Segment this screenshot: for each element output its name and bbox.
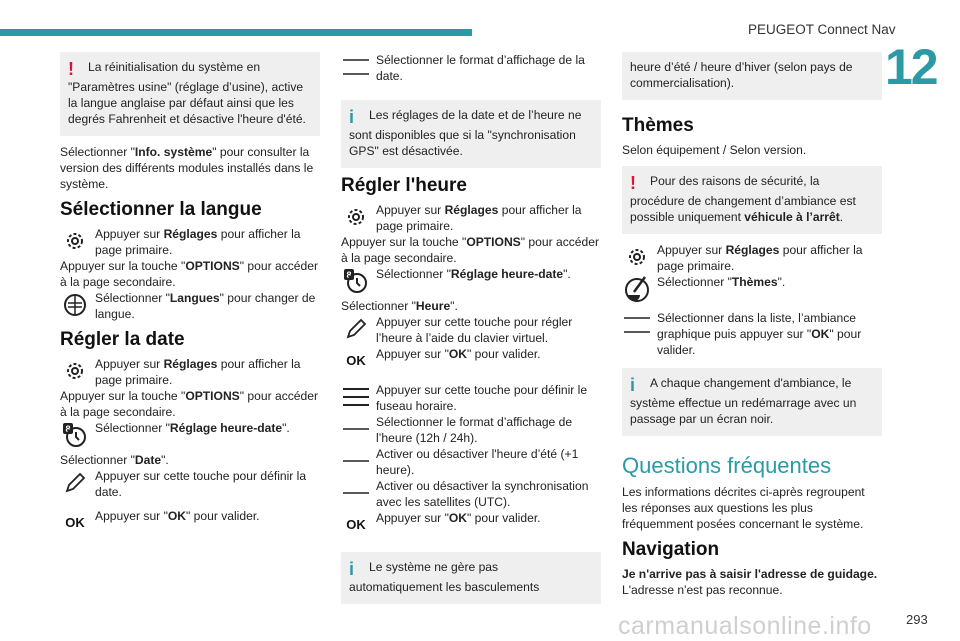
format-list-icon — [622, 310, 652, 340]
nav-question: Je n'arrive pas à saisir l'adresse de guidage. — [622, 567, 878, 581]
svg-text:8: 8 — [65, 424, 71, 434]
info-box: i Le système ne gère pas automatiquement les basculements — [341, 552, 601, 604]
info-box: i A chaque changement d'ambiance, le système effectue un redémarrage avec un passage par un écran noir. — [622, 368, 882, 436]
watermark: carmanualsonline.info — [618, 612, 872, 640]
step-options: Appuyer sur la touche "OPTIONS" pour accéder à la page secondaire. — [60, 259, 318, 289]
gear-icon — [341, 202, 371, 232]
step: Appuyer sur Réglages pour afficher la page primaire. — [60, 356, 320, 388]
menu-icon — [341, 382, 371, 412]
warning-text: La réinitialisation du système en "Paramètres usine" (réglage d’usine), active la langue anglaise par défaut ainsi que les degrés Fahrenheit et désactive l'heure d'été. — [68, 60, 306, 126]
step: Sélectionner "Thèmes". — [622, 274, 882, 304]
language-icon — [60, 290, 90, 320]
nav-answer: L'adresse n'est pas reconnue. — [622, 583, 783, 597]
format-list-icon — [341, 52, 371, 82]
section-title-faq: Questions fréquentes — [622, 453, 832, 478]
step: Activer ou désactiver l'heure d’été (+1 heure). — [341, 446, 601, 478]
step-options: Appuyer sur la touche "OPTIONS" pour accéder à la page secondaire. — [341, 235, 599, 265]
step: Appuyer sur cette touche pour définir la date. — [60, 468, 320, 508]
ok-icon: OK — [65, 515, 85, 530]
info-icon: i — [349, 107, 355, 127]
step: OK Appuyer sur "OK" pour valider. — [60, 508, 320, 538]
ok-icon: OK — [346, 517, 366, 532]
warning-box: ! Pour des raisons de sécurité, la procédure de changement d’ambiance est possible uniquement véhicule à l’arrêt. — [622, 166, 882, 234]
toggle-line-icon — [341, 414, 371, 444]
info-icon: i — [630, 375, 636, 395]
column-3 — [622, 52, 882, 598]
continued-box: heure d’été / heure d’hiver (selon pays de commercialisation). — [622, 52, 882, 100]
info-icon: i — [349, 559, 355, 579]
step: Appuyer sur cette touche pour définir le fuseau horaire. — [341, 382, 601, 414]
header-accent-bar — [0, 29, 472, 36]
step: Appuyer sur Réglages pour afficher la page primaire. — [341, 202, 601, 234]
column-2 — [341, 52, 601, 612]
ok-icon: OK — [346, 353, 366, 368]
section-title-date: Régler la date — [60, 329, 185, 350]
pencil-icon — [341, 314, 371, 344]
section-title-time: Régler l'heure — [341, 175, 467, 196]
gear-icon — [60, 356, 90, 386]
section-title-themes: Thèmes — [622, 115, 694, 136]
info-system-paragraph: Sélectionner "Info. système" pour consulter la version des différents modules installés dans le système. — [60, 145, 314, 191]
step: Sélectionner dans la liste, l’ambiance graphique puis appuyer sur "OK" pour valider. — [622, 310, 882, 358]
toggle-line-icon — [341, 478, 371, 508]
pencil-icon — [60, 468, 90, 498]
faq-intro: Les informations décrites ci-après regroupent les réponses aux questions les plus fréquemment posées concernant le système. — [622, 485, 865, 531]
step: Appuyer sur cette touche pour régler l’heure à l’aide du clavier virtuel. — [341, 314, 601, 346]
step: Appuyer sur Réglages pour afficher la page primaire. — [622, 242, 882, 274]
step: Sélectionner le format d’affichage de l’heure (12h / 24h). — [341, 414, 601, 446]
chapter-number: 12 — [885, 39, 937, 95]
warning-box — [60, 52, 320, 136]
step: 8 Sélectionner "Réglage heure-date". — [341, 266, 601, 296]
page-number: 293 — [906, 612, 928, 627]
warning-icon: ! — [630, 173, 636, 193]
step: Appuyer sur Réglages pour afficher la page primaire. — [60, 226, 320, 258]
clock-date-icon — [60, 420, 90, 450]
step: OK Appuyer sur "OK" pour valider. — [341, 510, 601, 540]
clock-date-icon — [341, 266, 371, 296]
gear-icon — [622, 242, 652, 272]
header-title: PEUGEOT Connect Nav — [748, 22, 896, 37]
toggle-line-icon — [341, 446, 371, 476]
step: 8 Sélectionner "Réglage heure-date". — [60, 420, 320, 450]
themes-intro: Selon équipement / Selon version. — [622, 143, 807, 157]
gear-icon — [60, 226, 90, 256]
step-options: Appuyer sur la touche "OPTIONS" pour accéder à la page secondaire. — [60, 389, 318, 419]
svg-text:8: 8 — [346, 270, 352, 280]
step: Activer ou désactiver la synchronisation avec les satellites (UTC). — [341, 478, 601, 510]
step: Sélectionner "Langues" pour changer de langue. — [60, 290, 320, 322]
step-date: Sélectionner "Date". — [60, 453, 169, 467]
theme-brush-icon — [622, 274, 652, 304]
info-box: i Les réglages de la date et de l’heure ne sont disponibles que si la "synchronisation GPS" est désactivée. — [341, 100, 601, 168]
step: Sélectionner le format d’affichage de la date. — [341, 52, 601, 100]
column-1 — [60, 52, 320, 538]
step: OK Appuyer sur "OK" pour valider. — [341, 346, 601, 376]
section-title-navigation: Navigation — [622, 539, 720, 560]
warning-icon: ! — [68, 59, 74, 79]
step-hour: Sélectionner "Heure". — [341, 299, 458, 313]
section-title-language: Sélectionner la langue — [60, 199, 262, 220]
